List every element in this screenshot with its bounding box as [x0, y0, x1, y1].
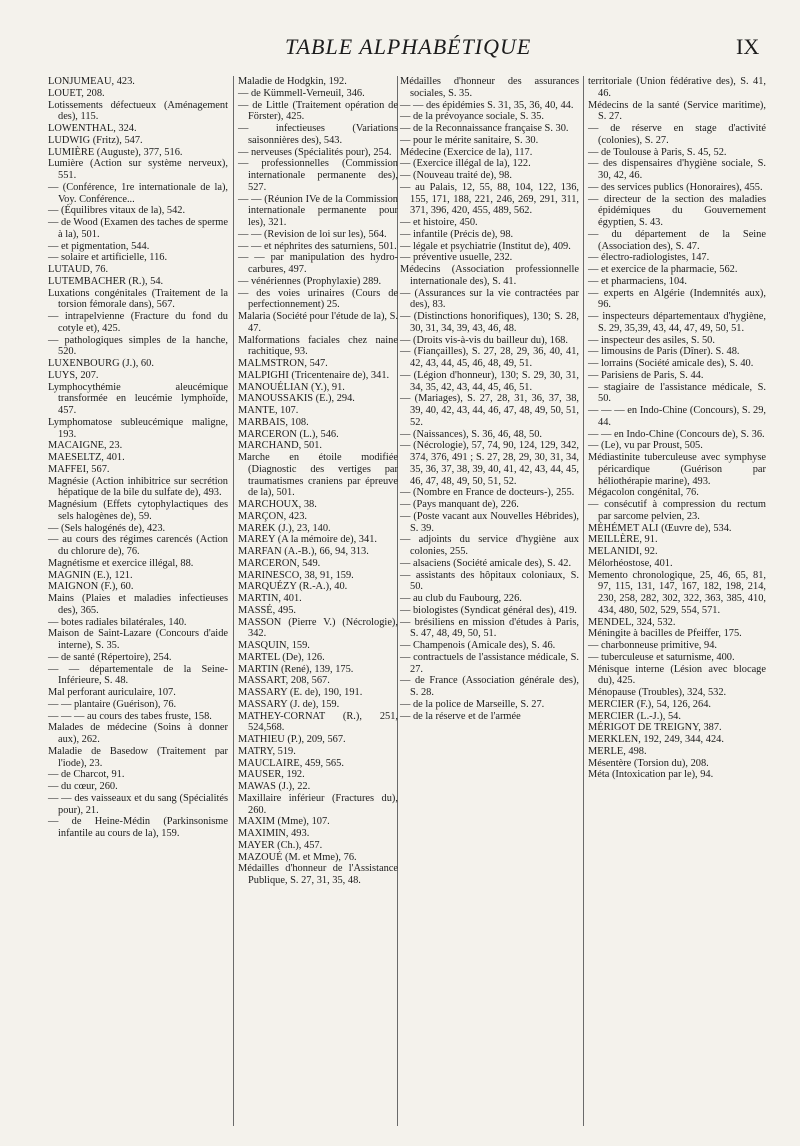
- index-entry: MARBAIS, 108.: [238, 416, 309, 428]
- index-entry: Maladie de Basedow (Traitement par l'iode), 23.: [48, 745, 228, 769]
- index-entry: — légale et psychiatrie (Institut de), 409.: [400, 240, 571, 252]
- column-rule: [233, 76, 234, 1126]
- index-entry: Magnésium (Effets cytophylactiques des sels halogènes de), 59.: [48, 499, 228, 522]
- index-entry: MANOUSSAKIS (E.), 294.: [238, 393, 355, 405]
- index-entry: — Parisiens de Paris, S. 44.: [588, 369, 704, 381]
- index-entry: — des services publics (Honoraires), 455.: [588, 181, 763, 193]
- index-entry: — de la prévoyance sociale, S. 35.: [400, 111, 544, 123]
- index-entry: Mal perforant auriculaire, 107.: [48, 687, 176, 698]
- index-entry: — consécutif à compression du rectum par sarcome pelvien, 23.: [588, 499, 766, 522]
- index-entry: MAUCLAIRE, 459, 565.: [238, 757, 344, 769]
- index-entry: MEILLÈRE, 91.: [588, 534, 658, 546]
- index-entry: — des dispensaires d'hygiène sociale, S. 30, 42, 46.: [588, 158, 766, 181]
- index-entry: Ménisque interne (Lésion avec blocage du), 425.: [588, 663, 766, 687]
- index-entry: MAESELTZ, 401.: [48, 452, 125, 463]
- index-entry: — de France (Association générale des), S. 28.: [400, 675, 579, 698]
- index-column-1: [48, 76, 228, 1126]
- index-entry: MAZOUÉ (M. et Mme), 76.: [238, 851, 357, 863]
- index-entry: territoriale (Union fédérative des), S. 41, 46.: [588, 76, 766, 99]
- index-entry: — du cœur, 260.: [48, 781, 118, 792]
- index-entry: MATHEY-CORNAT (R.), 251, 524,568.: [238, 710, 398, 734]
- index-entry: LUYS, 207.: [48, 369, 99, 381]
- index-entry: — directeur de la section des maladies épidémiques du Gouvernement égyptien, S. 43.: [588, 193, 766, 228]
- index-entry: MÉHÉMET ALI (Œuvre de), 534.: [588, 522, 732, 534]
- index-entry: — électro-radiologistes, 147.: [588, 252, 710, 264]
- index-entry: Médailles d'honneur de l'Assistance Publique, S. 27, 31, 35, 48.: [238, 863, 398, 886]
- index-entry: MANOUÉLIAN (Y.), 91.: [238, 381, 345, 393]
- index-entry: — brésiliens en mission d'études à Paris, S. 47, 48, 49, 50, 51.: [400, 616, 579, 640]
- index-entry: Médecins de la santé (Service maritime), S. 27.: [588, 99, 766, 123]
- index-entry: Ménopause (Troubles), 324, 532.: [588, 687, 727, 698]
- index-column-3: [400, 76, 579, 1126]
- index-entry: MARCERON (L.), 546.: [238, 428, 339, 440]
- index-entry: MACAIGNE, 23.: [48, 440, 123, 452]
- index-entry: Memento chronologique, 25, 46, 65, 81, 97, 115, 131, 147, 167, 182, 198, 214, 230, 258, 282, 302, 322, 363, 385, 410, 434, 480, 502, 529, 554, 571.: [588, 569, 766, 616]
- index-entry: MARINESCO, 38, 91, 159.: [238, 569, 354, 581]
- index-entry: MAREK (J.), 23, 140.: [238, 522, 331, 534]
- index-entry: — de la réserve et de l'armée: [400, 710, 521, 722]
- index-entry: MÉRIGOT DE TREIGNY, 387.: [588, 722, 722, 734]
- index-entry: Médiastinite tuberculeuse avec symphyse péricardique (Guérison par héliothérapie marine), 493.: [588, 452, 766, 487]
- index-entry: Médecins (Association professionnelle internationale des), S. 41.: [400, 264, 579, 287]
- index-entry: MAGNIN (E.), 121.: [48, 569, 133, 581]
- index-entry: MARQUÉZY (R.-A.), 40.: [238, 581, 348, 593]
- index-entry: — (Nécrologie), 57, 74, 90, 124, 129, 342, 374, 376, 491 ; S. 27, 28, 29, 30, 31, 34, 35, 36, 37, 38, 39, 40, 41, 42, 43, 44, 45, 46, 47, 48, 49, 50, 51, 52.: [400, 440, 579, 487]
- column-rule: [583, 76, 584, 1126]
- index-entry: — — par manipulation des hydro-carbures, 497.: [238, 252, 398, 275]
- index-entry: — assistants des hôpitaux coloniaux, S. 50.: [400, 569, 579, 593]
- index-entry: Méta (Intoxication par le), 94.: [588, 769, 714, 781]
- index-entry: MAREY (A la mémoire de), 341.: [238, 534, 377, 546]
- index-entry: — — — au cours des tabes fruste, 158.: [48, 710, 212, 722]
- index-entry: MERCIER (L.-J.), 54.: [588, 710, 681, 722]
- index-entry: MAXIMIN, 493.: [238, 828, 310, 839]
- index-entry: MASSARY (J. de), 159.: [238, 698, 340, 710]
- index-entry: — (Poste vacant aux Nouvelles Hébrides), S. 39.: [400, 510, 579, 534]
- index-entry: — de Little (Traitement opération de Förster), 425.: [238, 99, 398, 123]
- index-entry: MERLE, 498.: [588, 745, 647, 757]
- index-entry: — vénériennes (Prophylaxie) 289.: [238, 275, 382, 287]
- index-entry: MARTIN (René), 139, 175.: [238, 663, 354, 675]
- index-entry: — des voies urinaires (Cours de perfectionnement) 25.: [238, 287, 398, 311]
- page-title: TABLE ALPHABÉTIQUE: [285, 34, 532, 59]
- index-entry: — experts en Algérie (Indemnités aux), 96.: [588, 287, 766, 311]
- index-entry: — et pigmentation, 544.: [48, 240, 150, 252]
- index-entry: — — plantaire (Guérison), 76.: [48, 698, 177, 710]
- index-entry: — et pharmaciens, 104.: [588, 275, 687, 287]
- index-entry: LONJUMEAU, 423.: [48, 76, 135, 87]
- index-entry: — Champenois (Amicale des), S. 46.: [400, 640, 556, 651]
- index-entry: — stagiaire de l'assistance médicale, S. 50.: [588, 381, 766, 405]
- index-entry: Maison de Saint-Lazare (Concours d'aide interne), S. 35.: [48, 628, 228, 651]
- index-entry: MASSART, 208, 567.: [238, 675, 330, 687]
- index-entry: MATRY, 519.: [238, 745, 296, 757]
- index-entry: MENDEL, 324, 532.: [588, 616, 676, 628]
- index-entry: — — et néphrites des saturniens, 501.: [238, 240, 397, 252]
- index-entry: MASSÉ, 495.: [238, 604, 297, 616]
- index-entry: — — des vaisseaux et du sang (Spécialités pour), 21.: [48, 792, 228, 816]
- index-entry: — tuberculeuse et saturnisme, 400.: [588, 651, 735, 663]
- index-entry: Médailles d'honneur des assurances sociales, S. 35.: [400, 76, 579, 99]
- index-entry: — de Wood (Examen des taches de sperme à la), 501.: [48, 217, 228, 240]
- index-entry: Luxations congénitales (Traitement de la torsion fémorale dans), 567.: [48, 287, 228, 311]
- index-entry: MERKLEN, 192, 249, 344, 424.: [588, 734, 724, 745]
- index-entry: — de la Reconnaissance française S. 30.: [400, 123, 569, 134]
- index-entry: — — des épidémies S. 31, 35, 36, 40, 44.: [400, 99, 574, 111]
- index-entry: Malades de médecine (Soins à donner aux), 262.: [48, 722, 228, 745]
- index-entry: — (Légion d'honneur), 130; S. 29, 30, 31, 34, 35, 42, 43, 44, 45, 46, 51.: [400, 369, 579, 393]
- page-header: [0, 34, 800, 68]
- index-entry: LOUET, 208.: [48, 87, 105, 99]
- index-entry: MASQUIN, 159.: [238, 640, 310, 651]
- index-entry: LUDWIG (Fritz), 547.: [48, 134, 143, 146]
- index-entry: — au club du Faubourg, 226.: [400, 593, 522, 604]
- index-entry: — (Équilibres vitaux de la), 542.: [48, 205, 186, 217]
- index-entry: Méningite à bacilles de Pfeiffer, 175.: [588, 628, 742, 640]
- index-entry: — préventive usuelle, 232.: [400, 252, 513, 264]
- page-number: IX: [736, 34, 760, 59]
- index-entry: — infantile (Précis de), 98.: [400, 228, 514, 240]
- index-entry: MARCHOUX, 38.: [238, 499, 317, 510]
- index-entry: Mégacolon congénital, 76.: [588, 487, 699, 499]
- index-entry: Mésentère (Torsion du), 208.: [588, 757, 709, 769]
- index-entry: Médecine (Exercice de la), 117.: [400, 146, 533, 158]
- index-entry: Magnétisme et exercice illégal, 88.: [48, 557, 194, 569]
- index-entry: Maladie de Hodgkin, 192.: [238, 76, 347, 87]
- index-entry: — de la police de Marseille, S. 27.: [400, 698, 545, 710]
- index-entry: — au cours des régimes carencés (Action du chlorure de), 76.: [48, 534, 228, 557]
- index-entry: — lorrains (Société amicale des), S. 40.: [588, 358, 754, 369]
- index-entry: MALMSTRON, 547.: [238, 358, 328, 369]
- index-entry: — (Naissances), S. 36, 46, 48, 50.: [400, 428, 542, 440]
- index-entry: MARTEL (De), 126.: [238, 651, 325, 663]
- index-entry: — botes radiales bilatérales, 140.: [48, 616, 187, 628]
- index-entry: — — départementale de la Seine-Inférieure, S. 48.: [48, 663, 228, 687]
- index-entry: Lymphomatose subleucémique maligne, 193.: [48, 416, 228, 440]
- index-entry: — inspecteurs départementaux d'hygiène, S. 29, 35,39, 43, 44, 47, 49, 50, 51.: [588, 311, 766, 334]
- index-entry: — (Conférence, 1re internationale de la), Voy. Conférence...: [48, 181, 228, 205]
- index-entry: — intrapelvienne (Fracture du fond du cotyle et), 425.: [48, 311, 228, 334]
- index-entry: Lymphocythémie aleucémique transformée en leucémie lymphoïde, 457.: [48, 381, 228, 416]
- index-entry: — alsaciens (Société amicale des), S. 42.: [400, 557, 572, 569]
- index-entry: — et exercice de la pharmacie, 562.: [588, 264, 738, 275]
- index-entry: — — — en Indo-Chine (Concours), S. 29, 44.: [588, 405, 766, 428]
- index-entry: LUTEMBACHER (R.), 54.: [48, 275, 164, 287]
- index-entry: — limousins de Paris (Dîner). S. 48.: [588, 346, 740, 358]
- index-entry: — et histoire, 450.: [400, 217, 478, 228]
- index-entry: — — en Indo-Chine (Concours de), S. 36.: [588, 428, 765, 440]
- index-entry: LOWENTHAL, 324.: [48, 123, 137, 134]
- index-entry: Lumière (Action sur système nerveux), 551.: [48, 158, 228, 181]
- index-entry: LUTAUD, 76.: [48, 264, 109, 275]
- index-column-4: [588, 76, 766, 1126]
- index-entry: — professionnelles (Commission internationale permanente des), 527.: [238, 158, 398, 193]
- index-entry: Magnésie (Action inhibitrice sur secrétion hépatique de la bile du sulfate de), 493.: [48, 475, 228, 499]
- index-entry: — contractuels de l'assistance médicale, S. 27.: [400, 651, 579, 675]
- index-entry: — inspecteur des asiles, S. 50.: [588, 334, 715, 346]
- index-entry: MAWAS (J.), 22.: [238, 781, 311, 792]
- index-entry: MARFAN (A.-B.), 66, 94, 313.: [238, 546, 369, 557]
- index-entry: MARTIN, 401.: [238, 593, 302, 604]
- index-entry: — (Nouveau traité de), 98.: [400, 170, 512, 181]
- index-entry: — au Palais, 12, 55, 88, 104, 122, 136, 155, 171, 188, 221, 246, 269, 291, 311, 371, 396, 420, 455, 489, 562.: [400, 181, 579, 217]
- index-entry: — biologistes (Syndicat général des), 419.: [400, 604, 577, 616]
- index-entry: — (Nombre en France de docteurs-), 255.: [400, 487, 575, 499]
- index-entry: — adjoints du service d'hygiène aux colonies, 255.: [400, 534, 579, 557]
- index-entry: MAIGNON (F.), 60.: [48, 581, 134, 593]
- index-entry: MAXIM (Mme), 107.: [238, 816, 330, 828]
- index-entry: MAYER (Ch.), 457.: [238, 839, 323, 851]
- index-entry: Marche en étoile modifiée (Diagnostic des vertiges par traumatismes craniens par épreuve de la), 501.: [238, 452, 398, 499]
- index-entry: — de réserve en stage d'activité (colonies), S. 27.: [588, 123, 766, 146]
- index-entry: — du département de la Seine (Association des), S. 47.: [588, 228, 766, 252]
- index-entry: — infectieuses (Variations saisonnières des), 543.: [238, 123, 398, 146]
- index-entry: — (Fiançailles), S. 27, 28, 29, 36, 40, 41, 42, 43, 44, 45, 46, 48, 49, 51.: [400, 346, 579, 369]
- index-entry: — — (Réunion IVe de la Commission internationale permanente pour les), 321.: [238, 193, 398, 228]
- index-entry: Maxillaire inférieur (Fractures du), 260.: [238, 792, 398, 816]
- index-entry: MARCHAND, 501.: [238, 440, 322, 452]
- index-entry: — de santé (Répertoire), 254.: [48, 651, 172, 663]
- index-entry: MASSARY (E. de), 190, 191.: [238, 687, 363, 698]
- index-entry: — (Pays manquant de), 226.: [400, 499, 519, 510]
- index-entry: MAUSER, 192.: [238, 769, 305, 781]
- index-entry: Lotissements défectueux (Aménagement des), 115.: [48, 99, 228, 123]
- index-entry: — de Kümmell-Verneuil, 346.: [238, 87, 365, 99]
- index-entry: — de Toulouse à Paris, S. 45, 52.: [588, 146, 727, 158]
- index-entry: — de Heine-Médin (Parkinsonisme infantile au cours de la), 159.: [48, 816, 228, 839]
- index-entry: MANTE, 107.: [238, 405, 299, 416]
- index-entry: — (Exercice illégal de la), 122.: [400, 158, 531, 170]
- index-entry: Mains (Plaies et maladies infectieuses des), 365.: [48, 593, 228, 616]
- index-column-2: [238, 76, 398, 1126]
- index-entry: — de Charcot, 91.: [48, 769, 125, 781]
- index-entry: Malformations faciales chez naine rachitique, 93.: [238, 334, 398, 358]
- index-entry: MERCIER (F.), 54, 126, 264.: [588, 698, 711, 710]
- index-entry: MATHIEU (P.), 209, 567.: [238, 734, 346, 745]
- index-entry: — (Sels halogénés de), 423.: [48, 522, 166, 534]
- index-entry: — (Le), vu par Proust, 505.: [588, 440, 703, 452]
- index-entry: MASSON (Pierre V.) (Nécrologie), 342.: [238, 616, 398, 640]
- index-entry: LUMIÈRE (Auguste), 377, 516.: [48, 146, 183, 158]
- index-entry: MALPIGHI (Tricentenaire de), 341.: [238, 369, 390, 381]
- index-entry: — nerveuses (Spécialités pour), 254.: [238, 146, 392, 158]
- index-entry: — pathologiques simples de la hanche, 520.: [48, 334, 228, 358]
- index-entry: — (Assurances sur la vie contractées par des), 83.: [400, 287, 579, 311]
- index-entry: — (Distinctions honorifiques), 130; S. 28, 30, 31, 34, 39, 43, 46, 48.: [400, 311, 579, 334]
- index-entry: MAFFEI, 567.: [48, 463, 110, 475]
- index-entry: Malaria (Société pour l'étude de la), S. 47.: [238, 311, 398, 334]
- index-entry: MARÇON, 423.: [238, 510, 307, 522]
- index-entry: — (Mariages), S. 27, 28, 31, 36, 37, 38, 39, 40, 42, 43, 44, 46, 47, 48, 49, 50, 51, 52.: [400, 393, 579, 428]
- index-entry: LUXENBOURG (J.), 60.: [48, 358, 154, 369]
- index-entry: — (Droits vis-à-vis du bailleur du), 168.: [400, 334, 568, 346]
- index-entry: — — (Revision de loi sur les), 564.: [238, 228, 387, 240]
- index-entry: MELANIDI, 92.: [588, 546, 658, 557]
- index-entry: — charbonneuse primitive, 94.: [588, 640, 717, 651]
- index-entry: — pour le mérite sanitaire, S. 30.: [400, 134, 539, 146]
- index-entry: — solaire et artificielle, 116.: [48, 252, 168, 264]
- index-entry: Mélorhéostose, 401.: [588, 557, 673, 569]
- index-entry: MARCERON, 549.: [238, 557, 321, 569]
